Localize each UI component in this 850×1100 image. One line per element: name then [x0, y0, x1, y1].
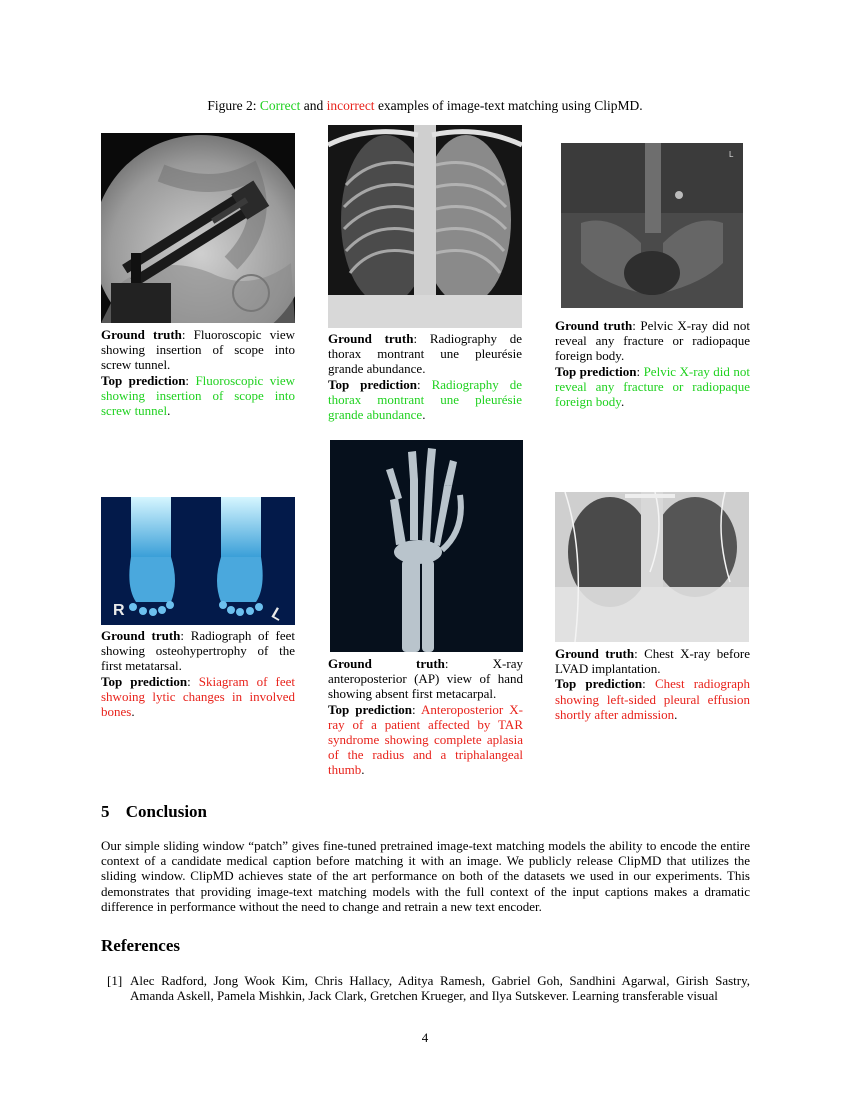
ground-truth-label: Ground truth: [101, 327, 182, 342]
ground-truth-text: : Radiograph of feet showing osteohypertrophy of the first metatarsal.: [101, 628, 295, 674]
section-title: Conclusion: [125, 802, 207, 821]
panel-1-caption: Ground truth: Fluoroscopic view showing insertion of scope into screw tunnel. Top prediction: Fluoroscopic view showing insertion of scope into screw tunnel.: [101, 327, 296, 419]
feet-marker-R: R: [113, 602, 125, 619]
top-prediction-label: Top prediction: [328, 376, 417, 392]
top-prediction-text: Skiagram of feet shwoing lytic changes in involved bones: [101, 673, 295, 720]
incorrect-word: incorrect: [326, 98, 375, 113]
panel-2-caption: Ground truth: Radiography de thorax montrant une pleurésie grande abundance. Top prediction: Radiography de thorax montrant une pleurésie grande abundance.: [328, 331, 522, 423]
top-prediction-label: Top prediction: [101, 673, 188, 689]
xray-image-feet: [101, 497, 295, 625]
pelvis-marker-L: L: [729, 150, 734, 159]
section-heading-conclusion: [101, 802, 207, 822]
top-prediction-text: Anteroposterior X-ray of a patient affected by TAR syndrome showing complete aplasia of the radius and a triphalangeal thumb: [328, 701, 523, 778]
references-heading: References: [101, 936, 180, 955]
section-number: 5: [101, 802, 110, 821]
panel-4-caption: Ground truth: Radiograph of feet showing osteohypertrophy of the first metatarsal. Top prediction: Skiagram of feet shwoing lytic changes in involved bones.: [101, 628, 295, 720]
ground-truth-text: : Fluoroscopic view showing insertion of scope into screw tunnel.: [101, 327, 296, 373]
panel-3-caption: Ground truth: Pelvic X-ray did not reveal any fracture or radiopaque foreign body. Top prediction: Pelvic X-ray did not reveal any fracture or radiopaque foreign body.: [555, 318, 750, 410]
top-prediction-text: Radiography de thorax montrant une pleurésie grande abundance: [328, 376, 522, 423]
top-prediction-text: Pelvic X-ray did not reveal any fracture or radiopaque foreign body: [555, 363, 750, 410]
page-number: 4: [421, 1030, 429, 1045]
ground-truth-text: : Chest X-ray before LVAD implantation.: [555, 646, 750, 677]
ground-truth-label: Ground truth: [101, 628, 181, 643]
ground-truth-label: Ground truth: [328, 331, 414, 346]
top-prediction-text: Chest radiograph showing left-sided pleural effusion shortly after admission: [555, 676, 750, 722]
xray-image-fluoroscopy: [101, 133, 295, 323]
top-prediction-label: Top prediction: [555, 676, 643, 692]
figure-caption-rest: examples of image-text matching using ClipMD.: [377, 98, 643, 113]
top-prediction-label: Top prediction: [555, 363, 637, 379]
xray-image-thorax: [328, 125, 522, 328]
figure-label: Figure 2:: [207, 98, 257, 113]
conclusion-paragraph: Our simple sliding window “patch” gives fine-tuned pretrained image-text matching models the ability to encode the entire context of a candidate medical caption before matching it with an image. We publicly release ClipMD that utilizes the sliding window. ClipMD achieves state of the art performance on both of the datasets we used in our experiments. This demonstrates that providing image-text matching models with the full context of the input captions makes a dramatic difference in performance without the need to change and retrain a new text encoder.: [101, 838, 750, 914]
ground-truth-label: Ground truth: [555, 318, 633, 333]
xray-image-pelvis: [561, 143, 743, 308]
reference-item: [101, 973, 750, 1003]
panel-5-caption: Ground truth: X-ray anteroposterior (AP) view of hand showing absent first metacarpal. Top prediction: Anteroposterior X-ray of a patient affected by TAR syndrome showing complete aplasia of the radius and a triphalangeal thumb.: [328, 656, 523, 778]
reference-text: Alec Radford, Jong Wook Kim, Chris Hallacy, Aditya Ramesh, Gabriel Goh, Sandhini Agarwal, Girish Sastry, Amanda Askell, Pamela Mishkin, Jack Clark, Gretchen Krueger, and Ilya Sutskever. Learning transferable visual: [130, 973, 750, 1004]
ground-truth-text: : X-ray anteroposterior (AP) view of hand showing absent first metacarpal.: [328, 656, 523, 702]
top-prediction-text: Fluoroscopic view showing insertion of scope into screw tunnel: [101, 372, 295, 419]
figure-caption: [0, 97, 850, 115]
feet-marker-L: L: [268, 604, 286, 625]
reference-number: [1]: [107, 973, 123, 988]
correct-word: Correct: [259, 98, 301, 113]
panel-6-caption: Ground truth: Chest X-ray before LVAD implantation. Top prediction: Chest radiograph showing left-sided pleural effusion shortly after admission.: [555, 646, 750, 722]
ground-truth-label: Ground truth: [328, 656, 445, 671]
ground-truth-text: : Radiography de thorax montrant une pleurésie grande abundance.: [328, 331, 522, 377]
xray-image-hand: [330, 440, 523, 652]
ground-truth-text: : Pelvic X-ray did not reveal any fracture or radiopaque foreign body.: [555, 318, 750, 364]
xray-image-chest-lvad: [555, 492, 749, 642]
top-prediction-label: Top prediction: [101, 372, 186, 388]
ground-truth-label: Ground truth: [555, 646, 635, 661]
top-prediction-label: Top prediction: [328, 701, 413, 717]
and-word: and: [303, 98, 324, 113]
